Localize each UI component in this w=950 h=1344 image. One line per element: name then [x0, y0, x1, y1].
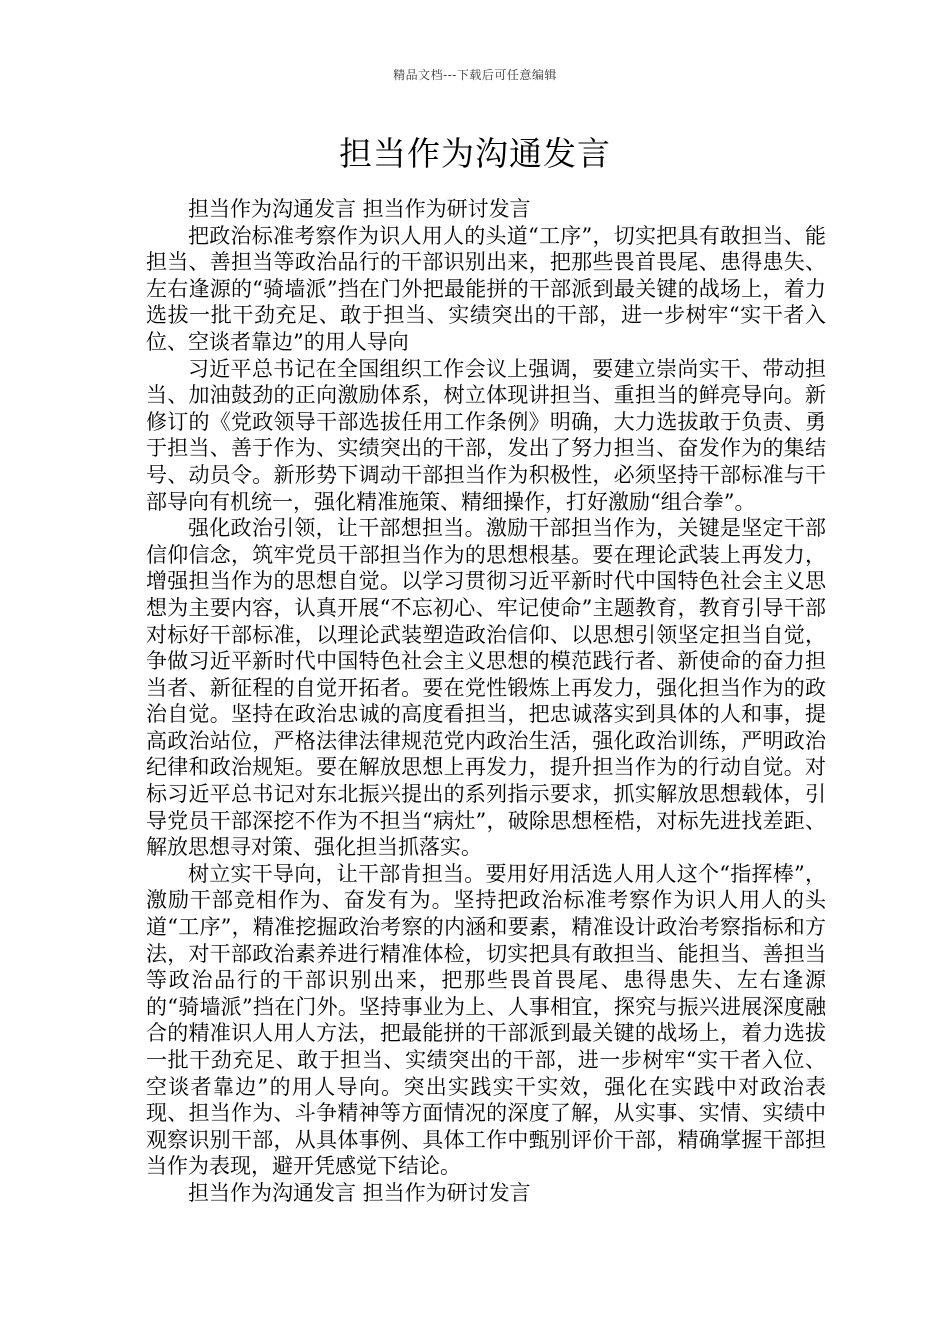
- document-body: [146, 196, 826, 1207]
- header-note: 精品文档---下载后可任意编辑: [393, 68, 557, 82]
- paragraph-practical-orientation: 树立实干导向，让干部肯担当。要用好用活选人用人这个“指挥棒”，激励干部竞相作为、奋发有为。坚持把政治标准考察作为识人用人的头道“工序”，精准挖掘政治考察的内涵和要素，精准设计政治考察指标和方法，对干部政治素养进行精准体检，切实把具有敢担当、能担当、善担当等政治品行的干部识别出来，把那些畏首畏尾、患得患失、左右逢源的“骑墙派”挡在门外。坚持事业为上、人事相宜，探究与振兴进展深度融合的精准识人用人方法，把最能拼的干部派到最关键的战场上，着力选拔一批干劲充足、敢于担当、实绩突出的干部，进一步树牢“实干者入位、空谈者靠边”的用人导向。突出实践实干实效，强化在实践中对政治表现、担当作为、斗争精神等方面情况的深度了解，从实事、实情、实绩中观察识别干部，从具体事例、具体工作中甄别评价干部，精确掌握干部担当作为表现，避开凭感觉下结论。: [146, 861, 826, 1179]
- paragraph-political-guidance: 强化政治引领，让干部想担当。激励干部担当作为，关键是坚定干部信仰信念，筑牢党员干部担当作为的思想根基。要在理论武装上再发力，增强担当作为的思想自觉。以学习贯彻习近平新时代中国特色社会主义思想为主要内容，认真开展“不忘初心、牢记使命”主题教育，教育引导干部对标好干部标准，以理论武装塑造政治信仰、以思想引领坚定担当自觉，争做习近平新时代中国特色社会主义思想的模范践行者、新使命的奋力担当者、新征程的自觉开拓者。要在党性锻炼上再发力，强化担当作为的政治自觉。坚持在政治忠诚的高度看担当，把忠诚落实到具体的人和事，提高政治站位，严格法律法律规范党内政治生活，强化政治训练，严明政治纪律和政治规矩。要在解放思想上再发力，提升担当作为的行动自觉。对标习近平总书记对东北振兴提出的系列指示要求，抓实解放思想载体，引导党员干部深挖不作为不担当“病灶”，破除思想桎梏，对标先进找差距、解放思想寻对策、强化担当抓落实。: [146, 516, 826, 860]
- paragraph-background: 习近平总书记在全国组织工作会议上强调，要建立崇尚实干、带动担当、加油鼓劲的正向激励体系，树立体现讲担当、重担当的鲜亮导向。新修订的《党政领导干部选拔任用工作条例》明确，大力选拔敢于负责、勇于担当、善于作为、实绩突出的干部，发出了努力担当、奋发作为的集结号、动员令。新形势下调动干部担当作为积极性，必须坚持干部标准与干部导向有机统一，强化精准施策、精细操作，打好激励“组合拳”。: [146, 356, 826, 514]
- document-title: 担当作为沟通发言: [339, 134, 611, 173]
- paragraph-intro: 把政治标准考察作为识人用人的头道“工序”，切实把具有敢担当、能担当、善担当等政治品行的干部识别出来，把那些畏首畏尾、患得患失、左右逢源的“骑墙派”挡在门外把最能拼的干部派到最关键的战场上，着力选拔一批干劲充足、敢于担当、实绩突出的干部，进一步树牢“实干者入位、空谈者靠边”的用人导向: [146, 223, 826, 354]
- paragraph-closing: 担当作为沟通发言 担当作为研讨发言: [188, 1180, 531, 1205]
- paragraph-subtitle: 担当作为沟通发言 担当作为研讨发言: [188, 197, 531, 221]
